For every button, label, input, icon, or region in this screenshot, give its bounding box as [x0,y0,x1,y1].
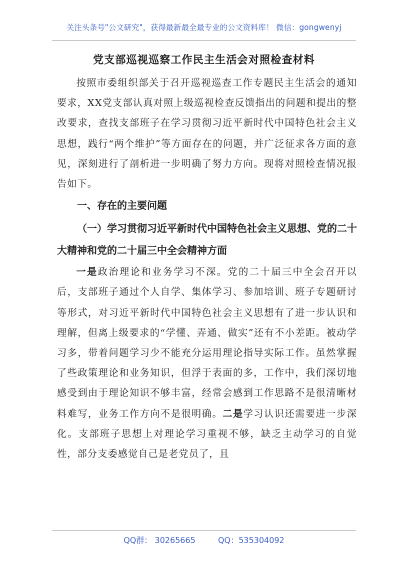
footer-divider [52,530,356,531]
footer [0,535,408,546]
document-title: 党支部巡视巡察工作民主生活会对照检查材料 [93,54,315,66]
section-heading: 一、存在的主要问题 [77,201,167,213]
footer-qq: QQ：535304092 [218,536,285,545]
paragraph-text: 政治理论和业务学习不深。党的二十届三中全会召开以后，支部班子通过个人自学、集体学习、参加培训、班子专题研讨等形式，对习近平新时代中国特色社会主义思想有了进一步认识和理解，但离上级要求的“学懂、弄通、做实”还有不小差距。被动学习多，带着问题学习少不能充分运用理论指导实际工作。虽然掌握了些政策理论和业务知识，但浮于表面的多，工作中，我们深切地感受到由于理论知识不够丰富，经常会感到工作思路不是很清晰材料难写，业务工作方向不是很明确。 [57,267,357,420]
body-paragraph [57,263,357,465]
header-divider [52,40,356,41]
intro-paragraph: 按照市委组织部关于召开巡视巡查工作专题民主生活会的通知要求，XX党支部认真对照上级巡视检查反馈指出的问题和提出的整改要求，查找支部班子在学习贯彻习近平新时代中国特色社会主义思想，践行“两个维护”等方面存在的问题，并广泛征求各方面的意见，深刻进行了剖析进一步明确了努力方向。现将对照检查情况报告如下。 [57,78,357,191]
paragraph-text-2: 学习认识还需要进一步深化。支部班子思想上对理论学习重视不够，缺乏主动学习的自觉性，部分支委感觉自己是老党员了，且 [57,408,357,461]
paragraph-lead-2: 二是 [222,408,244,420]
subsection-heading: （一）学习贯彻习近平新时代中国特色社会主义思想、党的二十大精神和党的二十届三中全会精神方面 [57,224,357,258]
footer-qq-group: QQ群： 30265665 [123,536,196,545]
header-banner: 关注头条号"公文研究"，获得最新最全最专业的公文资料库！ 微信：gongwenyj [66,23,342,32]
document-body [57,74,357,465]
paragraph-lead: 一是 [76,267,98,279]
